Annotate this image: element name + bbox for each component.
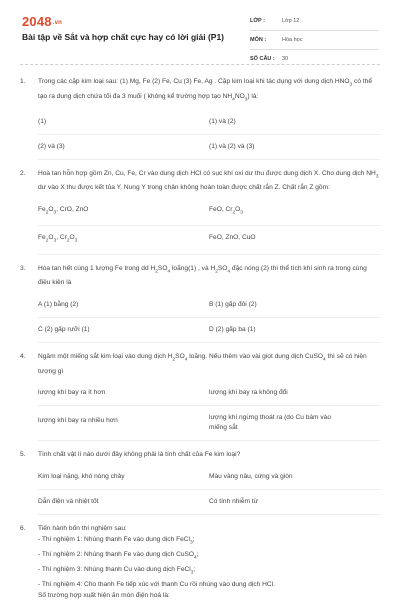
answer-option[interactable]: Có tính nhiễm từ <box>209 490 380 515</box>
question-4 <box>20 351 380 441</box>
document-title: Bài tập về Sắt và hợp chất cực hay có lời giải (P1) <box>22 32 224 42</box>
question-text: Tiến hành bốn thí nghiệm sau: <box>38 524 127 532</box>
experiment-list <box>38 534 380 601</box>
answer-option[interactable]: FeO, ZnO, CuO <box>209 226 380 254</box>
meta-table <box>250 12 378 68</box>
answer-option[interactable]: (2) và (3) <box>38 135 209 160</box>
answer-option[interactable]: lượng khí bay ra ít hơn <box>38 381 209 406</box>
site-logo[interactable] <box>22 14 62 29</box>
meta-row-subject <box>250 31 378 50</box>
meta-row-grade <box>250 12 378 31</box>
answer-options <box>38 465 380 515</box>
answer-option[interactable]: $Fe_2O_3$, CrO, ZnO <box>38 198 209 226</box>
answer-option[interactable]: (1) và (2) <box>209 110 380 135</box>
meta-value: Hóa học <box>282 37 303 43</box>
answer-option[interactable]: Kim loại nặng, khó nóng chảy <box>38 465 209 490</box>
answer-option[interactable]: Màu vàng nâu, cứng và giòn <box>209 465 380 490</box>
question-list <box>20 76 380 610</box>
answer-option[interactable]: Dẫn điện và nhiệt tốt <box>38 490 209 515</box>
question-number: 6. <box>20 524 26 532</box>
experiment-line: - Thí nghiệm 3: Nhúng thanh Cu vào dung dịch FeCl$_3$; <box>38 565 196 576</box>
header-divider <box>20 64 380 65</box>
question-text: Hòa tan hết cùng 1 lượng Fe trong dd $H_2SO_4$ loãng(1) , và $H_2SO_4$ đặc nóng (2) thì thể tích khí sinh ra trong cùng điều kiện là <box>38 264 367 287</box>
answer-option[interactable]: (1) <box>38 110 209 135</box>
answer-option[interactable]: A (1) bằng (2) <box>38 293 209 318</box>
answer-option[interactable]: C (2) gấp rưỡi (1) <box>38 318 209 343</box>
question-number: 5. <box>20 451 26 459</box>
question-text: Trong các cặp kim loại sau: (1) Mg, Fe (2) Fe, Cu (3) Fe, Ag . Cặp kim loại khi tác dụng với dung dịch $HNO_3$ có thể tạo ra dung dịch chứa tối đa 3 muối ( không kể trường hợp tạo $NH_4NO_3$) là: <box>38 78 373 103</box>
answer-option[interactable]: D (2) gấp ba (1) <box>209 318 380 343</box>
page-header <box>0 0 400 66</box>
question-text: Tính chất vật lí nào dưới đây không phải là tính chất của Fe kim loại? <box>38 451 241 459</box>
meta-value: 30 <box>282 56 289 62</box>
question-number: 4. <box>20 352 26 360</box>
meta-label: LỚP : <box>250 18 265 24</box>
meta-row-count <box>250 50 378 68</box>
answer-option[interactable]: $Fe_2O_3$, $Cr_2O_3$ <box>38 226 209 254</box>
question-2 <box>20 168 380 255</box>
meta-label: SỐ CÂU : <box>250 56 275 62</box>
question-number: 3. <box>20 264 26 272</box>
meta-value: Lớp 12 <box>282 18 300 24</box>
answer-option[interactable]: lượng khí bay ra nhiều hơn <box>38 406 209 441</box>
experiment-line: - Thí nghiệm 1: Nhúng thanh Fe vào dung dịch FeCl$_3$; <box>38 536 195 546</box>
experiment-line: - Thí nghiệm 2: Nhúng thanh Fe vào dung dịch CuSO$_4$; <box>38 551 199 561</box>
logo-suffix: .vn <box>52 19 63 26</box>
answer-options <box>38 293 380 343</box>
answer-option[interactable]: (1) và (2) và (3) <box>209 135 380 160</box>
answer-option[interactable]: FeO, $Cr_2O_3$ <box>209 198 380 226</box>
question-6 <box>20 523 380 602</box>
answer-option[interactable]: lượng khí ngừng thoát ra (do Cu bám vào miếng sắt <box>209 406 380 441</box>
meta-label: MÔN : <box>250 37 267 43</box>
answer-option[interactable]: B (1) gấp đôi (2) <box>209 293 380 318</box>
question-text: Ngâm một miếng sắt kim loại vào dung dịch $H_2SO_4$ loãng. Nếu thêm vào vài giọt dung dịch CuSO$_4$ thì sẽ có hiện tượng gì <box>38 352 367 375</box>
answer-options <box>38 381 380 441</box>
answer-option[interactable]: lượng khí bay ra không đổi <box>209 381 380 406</box>
question-text: Hoà tan hỗn hợp gồm Zn, Cu, Fe, Cr vào dung dịch HCl có sục khí oxi dư thu được dung dịch X. Cho dung dịch $NH_3$ dư vào X thu được kết tủa Y. Nung Y trong chân không hoàn toàn được chất rắn Z. Chất rắn Z gồm: <box>38 169 379 192</box>
question-1 <box>20 76 380 160</box>
experiment-line: - Thí nghiệm 4: Cho thanh Fe tiếp xúc với thanh Cu rồi nhúng vào dung dịch HCl. <box>38 580 275 588</box>
question-5 <box>20 449 380 515</box>
experiment-question: Số trường hợp xuất hiện ăn mòn điện hoá là: <box>38 592 170 600</box>
question-3 <box>20 263 380 343</box>
question-number: 1. <box>20 78 26 85</box>
question-number: 2. <box>20 169 26 177</box>
logo-text: 2048 <box>22 14 52 29</box>
answer-options <box>38 198 380 255</box>
answer-options <box>38 110 380 160</box>
